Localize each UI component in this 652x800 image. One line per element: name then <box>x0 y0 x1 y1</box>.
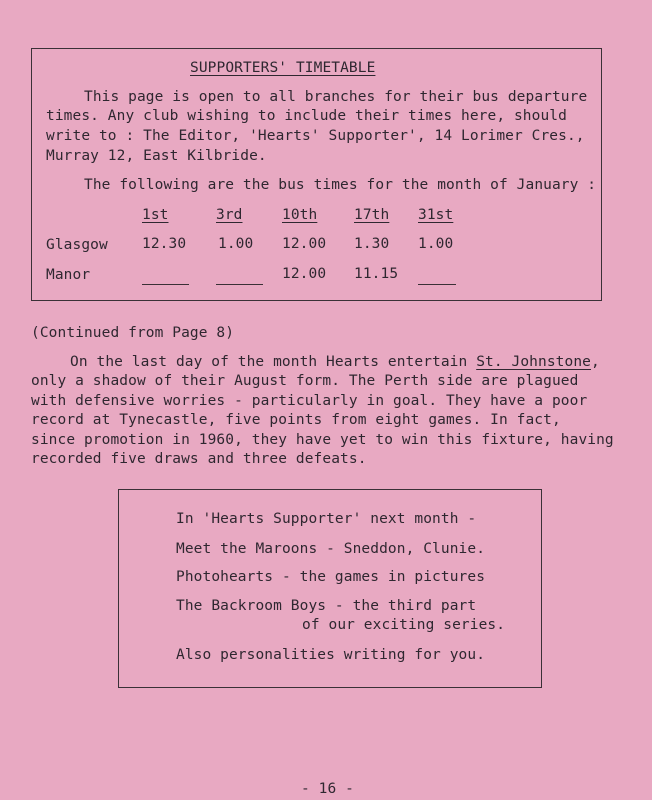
date-header: 17th <box>354 207 390 223</box>
page-number: - 16 - <box>301 781 354 797</box>
date-header: 10th <box>282 207 318 223</box>
intro-line: times. Any club wishing to include their times here, should <box>46 108 567 124</box>
no-departure-line <box>142 284 189 285</box>
bus-time: 11.15 <box>354 266 399 282</box>
article-line: with defensive worries - particularly in goal. They have a poor <box>31 393 588 409</box>
continued-note: (Continued from Page 8) <box>31 325 235 341</box>
intro-line: write to : The Editor, 'Hearts' Supporter', 14 Lorimer Cres., <box>46 128 585 144</box>
bus-time: 12.00 <box>282 236 327 252</box>
intro-line: This page is open to all branches for their bus departure <box>84 89 588 105</box>
month-line: The following are the bus times for the month of January : <box>84 177 597 193</box>
place-name: Manor <box>46 267 91 283</box>
no-departure-line <box>216 284 263 285</box>
timetable-box <box>31 48 602 301</box>
bus-time: 12.00 <box>282 266 327 282</box>
intro-line: Murray 12, East Kilbride. <box>46 148 267 164</box>
next-month-line: In 'Hearts Supporter' next month - <box>176 511 477 527</box>
article-line: On the last day of the month Hearts entertain St. Johnstone, <box>70 354 600 370</box>
article-line: since promotion in 1960, they have yet to win this fixture, having <box>31 432 614 448</box>
next-month-line: of our exciting series. <box>302 617 506 633</box>
team-name: St. Johnstone <box>476 354 591 370</box>
bus-time: 1.00 <box>418 236 454 252</box>
date-header: 1st <box>142 207 169 223</box>
date-header: 3rd <box>216 207 243 223</box>
next-month-line: Photohearts - the games in pictures <box>176 569 486 585</box>
bus-time: 1.30 <box>354 236 390 252</box>
no-departure-line <box>418 284 456 285</box>
bus-time: 12.30 <box>142 236 187 252</box>
bus-time: 1.00 <box>218 236 254 252</box>
article-line: record at Tynecastle, five points from eight games. In fact, <box>31 412 561 428</box>
date-header: 31st <box>418 207 454 223</box>
next-month-line: Also personalities writing for you. <box>176 647 486 663</box>
place-name: Glasgow <box>46 237 108 253</box>
next-month-line: The Backroom Boys - the third part <box>176 598 477 614</box>
article-line: only a shadow of their August form. The Perth side are plagued <box>31 373 579 389</box>
timetable-title: SUPPORTERS' TIMETABLE <box>190 60 376 76</box>
article-line: recorded five draws and three defeats. <box>31 451 367 467</box>
next-month-line: Meet the Maroons - Sneddon, Clunie. <box>176 541 486 557</box>
